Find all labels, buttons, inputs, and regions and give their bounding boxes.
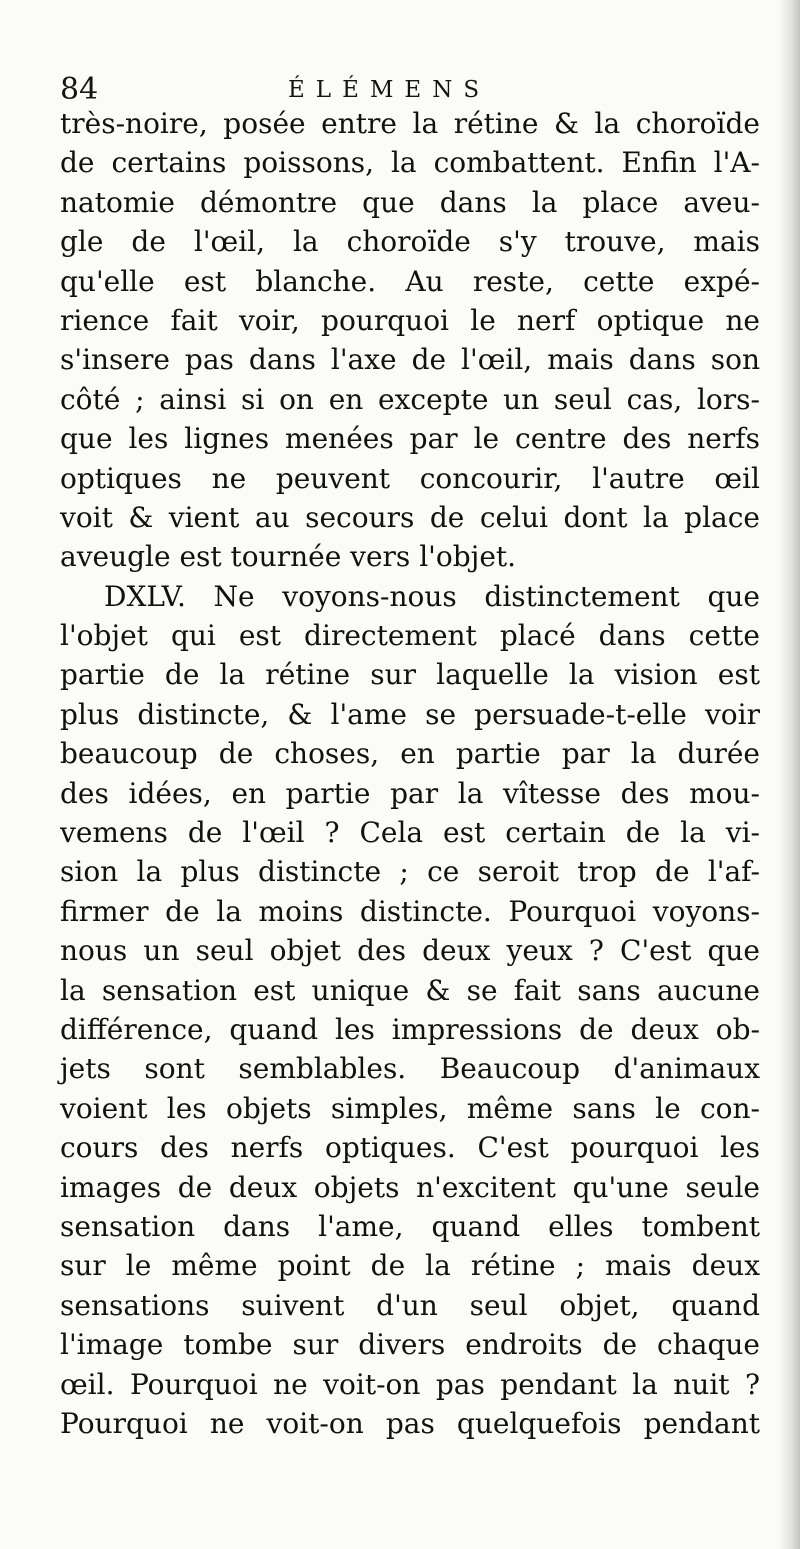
text-line: optiques ne peuvent concourir, l'autre œil: [60, 461, 760, 495]
text-line: gle de l'œil, la choroïde s'y trouve, mais: [60, 225, 760, 259]
text-line: sion la plus distincte ; ce seroit trop de l'af-: [60, 855, 760, 889]
text-line: des idées, en partie par la vîtesse des mou-: [60, 776, 760, 810]
text-line: firmer de la moins distincte. Pourquoi voyons-: [60, 894, 760, 928]
page-number: 84: [60, 72, 99, 107]
text-line: sensation dans l'ame, quand elles tombent: [60, 1209, 760, 1243]
text-line: la sensation est unique & se fait sans aucune: [60, 973, 760, 1007]
text-line: beaucoup de choses, en partie par la durée: [60, 737, 760, 771]
text-line: vemens de l'œil ? Cela est certain de la vi-: [60, 816, 760, 850]
binding-shadow: [778, 0, 800, 1549]
text-line: sensations suivent d'un seul objet, quand: [60, 1288, 760, 1322]
text-line: nous un seul objet des deux yeux ? C'est que: [60, 934, 760, 968]
paragraph-end-line: aveugle est tournée vers l'objet.: [60, 540, 517, 574]
text-line: plus distincte, & l'ame se persuade-t-elle voir: [60, 697, 760, 731]
body-text: [60, 104, 760, 1443]
text-line: sur le même point de la rétine ; mais deux: [60, 1249, 760, 1283]
text-line: Pourquoi ne voit-on pas quelquefois pendant: [60, 1406, 760, 1440]
text-line: œil. Pourquoi ne voit-on pas pendant la nuit ?: [60, 1367, 760, 1401]
text-line: voient les objets simples, même sans le con-: [60, 1091, 760, 1125]
text-line: côté ; ainsi si on en excepte un seul cas, lors-: [60, 382, 760, 416]
text-line: cours des nerfs optiques. C'est pourquoi les: [60, 1131, 760, 1165]
text-line: jets sont semblables. Beaucoup d'animaux: [60, 1052, 760, 1086]
text-line: voit & vient au secours de celui dont la place: [60, 500, 760, 534]
text-line: s'insere pas dans l'axe de l'œil, mais dans son: [60, 343, 760, 377]
text-line: que les lignes menées par le centre des nerfs: [60, 422, 760, 456]
text-line: qu'elle est blanche. Au reste, cette expé-: [60, 264, 760, 298]
text-line: différence, quand les impressions de deux ob-: [60, 1012, 760, 1046]
running-head: ÉLÉMENS: [288, 77, 491, 103]
text-line: images de deux objets n'excitent qu'une seule: [60, 1170, 760, 1204]
text-line: rience fait voir, pourquoi le nerf optique ne: [60, 303, 760, 337]
text-line: l'image tombe sur divers endroits de chaque: [60, 1328, 760, 1362]
text-line: l'objet qui est directement placé dans cette: [60, 619, 760, 653]
text-line: partie de la rétine sur laquelle la vision est: [60, 658, 760, 692]
text-line: de certains poissons, la combattent. Enfin l'A-: [60, 146, 760, 180]
text-line: natomie démontre que dans la place aveu-: [60, 185, 760, 219]
text-line: très-noire, posée entre la rétine & la choroïde: [60, 107, 760, 140]
section-heading-line: DXLV. Ne voyons-nous distinctement que: [104, 579, 760, 613]
